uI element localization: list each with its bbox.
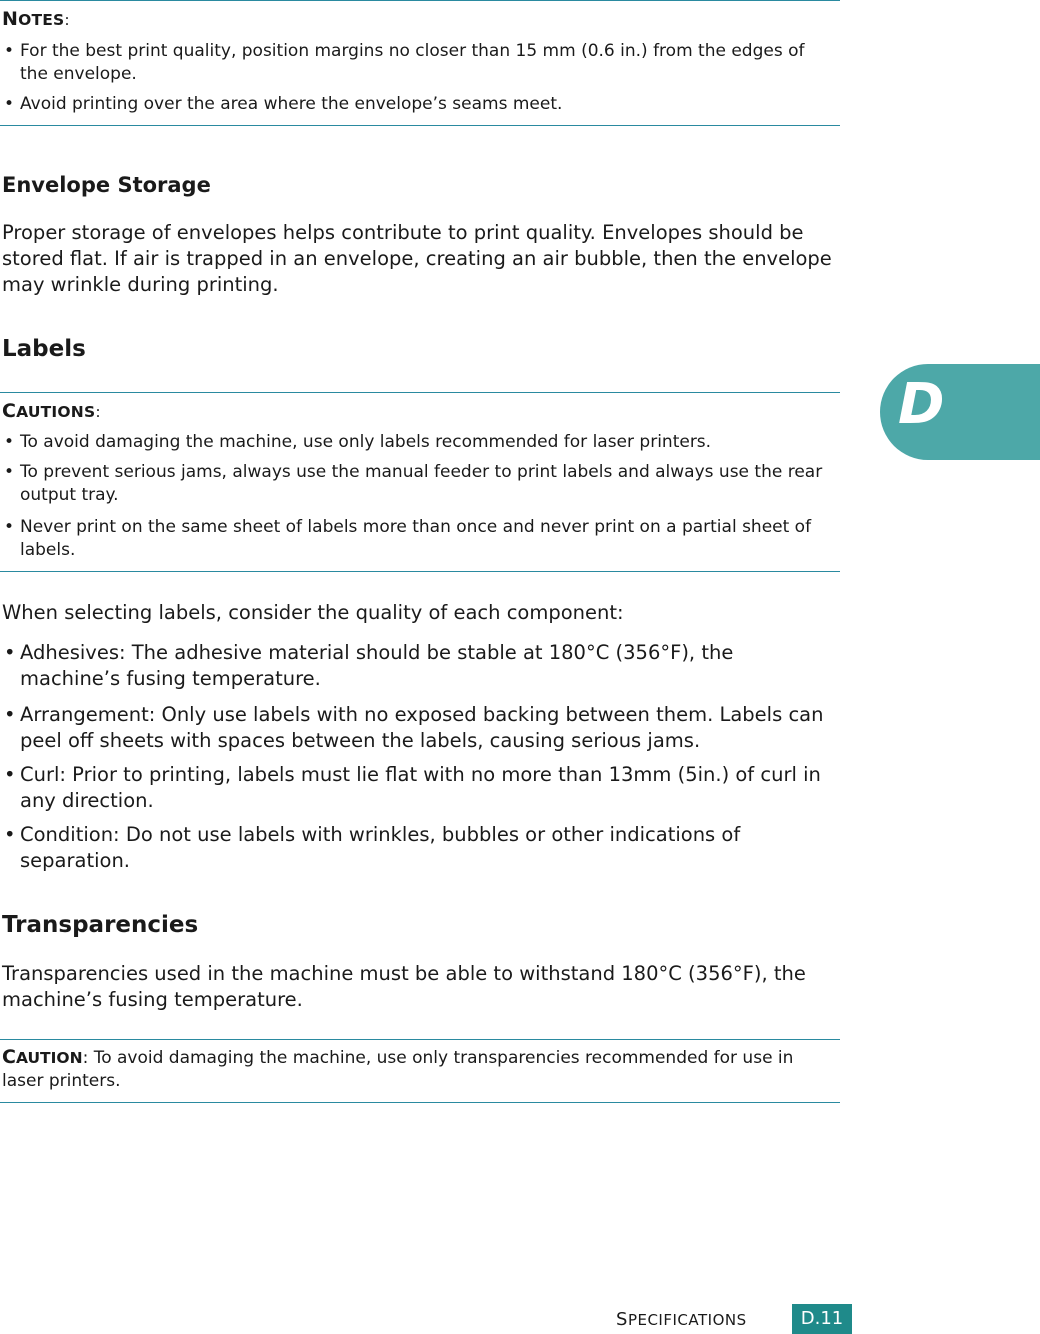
list-item: • Condition: Do not use labels with wrinkles, bubbles or other indications of separation. [2,822,837,874]
cautions-bottom-rule [0,571,840,572]
transparencies-paragraph: Transparencies used in the machine must be able to withstand 180°C (356°F), the machine’s fusing temperature. [2,962,806,1011]
list-item: • Adhesives: The adhesive material should be stable at 180°C (356°F), the machine’s fusing temperature. [2,640,837,692]
list-item: • Avoid printing over the area where the envelope’s seams meet. [2,93,837,116]
list-item: • Arrangement: Only use labels with no exposed backing between them. Labels can peel off sheets with spaces between the labels, causing serious jams. [2,702,837,754]
caution-note [2,1046,837,1093]
envelope-storage-paragraph: Proper storage of envelopes helps contribute to print quality. Envelopes should be stored flat. If air is trapped in an envelope, creating an air bubble, then the envelope may wrinkle during printing. [2,221,832,296]
section-heading-transparencies: Transparencies [2,912,199,938]
list-item: • To avoid damaging the machine, use only labels recommended for laser printers. [2,431,837,454]
notes-top-rule [0,0,840,1]
list-item: • For the best print quality, position margins no closer than 15 mm (0.6 in.) from the edges of the envelope. [2,40,837,86]
section-heading-envelope-storage: Envelope Storage [2,173,211,197]
list-item: • Curl: Prior to printing, labels must lie flat with no more than 13mm (5in.) of curl in any direction. [2,762,837,814]
caution-label: CAUTION [2,1046,83,1068]
notes-label: NOTES: [2,8,70,30]
caution-bottom-rule [0,1102,840,1103]
footer-section-label: SPECIFICATIONS [616,1309,747,1330]
page-number: D.11 [792,1304,852,1334]
list-item: • To prevent serious jams, always use the manual feeder to print labels and always use the rear output tray. [2,461,837,507]
caution-text: : To avoid damaging the machine, use only transparencies recommended for use in laser printers. [2,1048,794,1091]
chapter-tab-letter: D [898,372,945,437]
section-heading-labels: Labels [2,336,86,362]
notes-bottom-rule [0,125,840,126]
cautions-top-rule [0,392,840,393]
labels-intro: When selecting labels, consider the quality of each component: [2,601,624,624]
cautions-label: CAUTIONS: [2,400,101,422]
caution-top-rule [0,1039,840,1040]
list-item: • Never print on the same sheet of labels more than once and never print on a partial sheet of labels. [2,516,837,562]
